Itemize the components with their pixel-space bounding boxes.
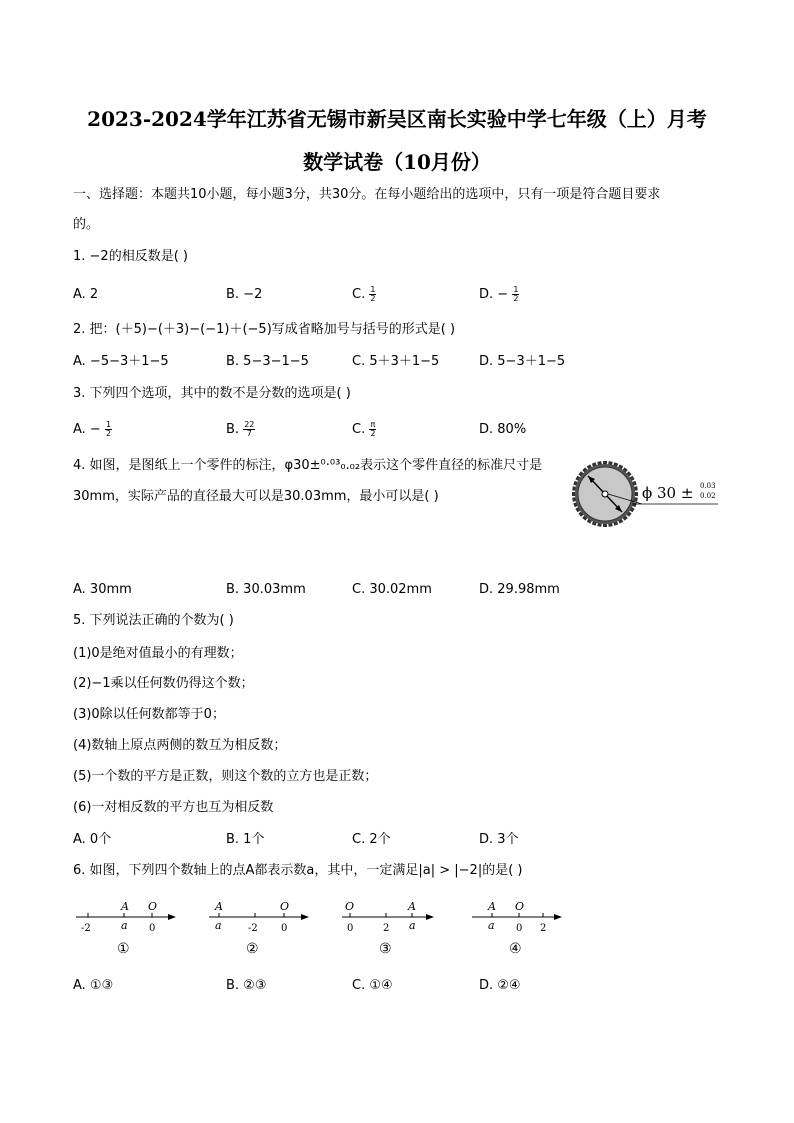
- q1-option-d[interactable]: [479, 286, 519, 304]
- point-o-label: O: [345, 900, 355, 913]
- q3-option-c-prefix: C.: [352, 422, 366, 437]
- question-6-stem: 6. 如图，下列四个数轴上的点A都表示数a，其中，一定满足|a| > |−2|的是( ): [73, 863, 523, 878]
- tick-label: a: [215, 919, 222, 932]
- q3-option-d[interactable]: D. 80%: [479, 422, 527, 437]
- q3-option-a-prefix: A. −: [73, 422, 101, 437]
- number-line-1: [72, 895, 182, 959]
- tick-label: -2: [81, 923, 91, 934]
- figure-number-2: ②: [246, 941, 259, 957]
- q5-statement-1: (1)0是绝对值最小的有理数；: [73, 646, 243, 661]
- question-4-stem: 4. 如图，是图纸上一个零件的标注，φ30±⁰·⁰³₀.₀₂表示这个零件直径的标准尺寸是: [73, 458, 543, 473]
- q3-option-b-fraction: $\frac{22}{7}$: [244, 420, 255, 438]
- question-4-stem-cont: 30mm，实际产品的直径最大可以是30.03mm，最小可以是( ): [73, 489, 439, 504]
- q1-option-c[interactable]: [352, 286, 376, 304]
- question-3-stem: 3. 下列四个选项，其中的数不是分数的选项是( ): [73, 386, 351, 401]
- q1-option-c-prefix: C.: [352, 287, 366, 302]
- tick-label: a: [121, 919, 128, 932]
- q3-option-b[interactable]: [226, 421, 255, 439]
- q6-option-c[interactable]: C. ①④: [352, 978, 393, 993]
- point-a-label: A: [488, 900, 496, 913]
- point-o-label: O: [280, 900, 290, 913]
- tick-label: -2: [248, 923, 258, 934]
- point-a-label: A: [121, 900, 129, 913]
- point-o-label: O: [148, 900, 158, 913]
- point-o-label: O: [515, 900, 525, 913]
- section-heading: 一、选择题：本题共10小题，每小题3分，共30分。在每小题给出的选项中，只有一项是符合题目要求: [73, 187, 661, 202]
- q2-option-c[interactable]: C. 5＋3＋1−5: [352, 354, 440, 369]
- q5-statement-6: (6)一对相反数的平方也互为相反数: [73, 800, 274, 815]
- exam-title-line2: 数学试卷（10月份）: [303, 150, 491, 174]
- q1-option-c-fraction: $\frac{1}{2}$: [370, 285, 376, 303]
- q5-option-b[interactable]: B. 1个: [226, 832, 265, 847]
- q3-option-a-fraction: $\frac{1}{2}$: [105, 420, 112, 438]
- q1-option-a[interactable]: A. 2: [73, 287, 99, 302]
- figure-number-1: ①: [117, 941, 130, 957]
- q5-statement-2: (2)−1乘以任何数仍得这个数；: [73, 676, 254, 691]
- question-5-stem: 5. 下列说法正确的个数为( ): [73, 613, 234, 628]
- q2-option-b[interactable]: B. 5−3−1−5: [226, 354, 309, 369]
- number-line-4: [470, 895, 580, 959]
- gear-part-figure: [570, 460, 722, 528]
- q4-option-c[interactable]: C. 30.02mm: [352, 582, 432, 597]
- q1-option-b[interactable]: B. −2: [226, 287, 263, 302]
- q6-option-b[interactable]: B. ②③: [226, 978, 267, 993]
- q5-option-a[interactable]: A. 0个: [73, 832, 112, 847]
- exam-title-line1: 2023-2024学年江苏省无锡市新吴区南长实验中学七年级（上）月考: [87, 107, 707, 131]
- dimension-label: ϕ 30 ±: [642, 484, 694, 502]
- tick-label: 0: [347, 923, 354, 934]
- tick-label: 2: [383, 923, 390, 934]
- q5-option-d[interactable]: D. 3个: [479, 832, 519, 847]
- tick-label: 2: [540, 923, 547, 934]
- q5-statement-4: (4)数轴上原点两侧的数互为相反数；: [73, 738, 287, 753]
- q1-option-d-fraction: $\frac{1}{2}$: [513, 285, 519, 303]
- q6-option-d[interactable]: D. ②④: [479, 978, 521, 993]
- q3-option-c-fraction: $\frac{\pi}{2}$: [370, 420, 376, 438]
- section-heading-cont: 的。: [73, 217, 100, 232]
- q5-statement-5: (5)一个数的平方是正数，则这个数的立方也是正数；: [73, 769, 378, 784]
- q4-option-d[interactable]: D. 29.98mm: [479, 582, 560, 597]
- q6-option-a[interactable]: A. ①③: [73, 978, 114, 993]
- q1-option-d-prefix: D. −: [479, 287, 509, 302]
- q4-option-b[interactable]: B. 30.03mm: [226, 582, 306, 597]
- number-line-2: [205, 895, 315, 959]
- tick-label: 0: [281, 923, 288, 934]
- q2-option-d[interactable]: D. 5−3＋1−5: [479, 354, 566, 369]
- number-line-3: [338, 895, 448, 959]
- tick-label: a: [409, 919, 416, 932]
- q4-option-a[interactable]: A. 30mm: [73, 582, 132, 597]
- figure-number-4: ④: [509, 941, 522, 957]
- gear-icon: [572, 461, 638, 527]
- tick-label: 0: [516, 923, 523, 934]
- dimension-lower-tolerance: 0.02: [700, 492, 716, 500]
- point-a-label: A: [408, 900, 416, 913]
- point-a-label: A: [215, 900, 223, 913]
- dimension-upper-tolerance: 0.03: [700, 482, 716, 490]
- figure-number-3: ③: [379, 941, 392, 957]
- q5-statement-3: (3)0除以任何数都等于0；: [73, 707, 225, 722]
- q3-option-b-prefix: B.: [226, 422, 240, 437]
- q3-option-a[interactable]: [73, 421, 112, 439]
- question-2-stem: 2. 把：(＋5)−(＋3)−(−1)＋(−5)写成省略加号与括号的形式是( ): [73, 322, 456, 337]
- tick-label: 0: [149, 923, 156, 934]
- q2-option-a[interactable]: A. −5−3＋1−5: [73, 354, 169, 369]
- q3-option-c[interactable]: [352, 421, 376, 439]
- q5-option-c[interactable]: C. 2个: [352, 832, 391, 847]
- question-1-stem: 1. −2的相反数是( ): [73, 249, 188, 264]
- tick-label: a: [488, 919, 495, 932]
